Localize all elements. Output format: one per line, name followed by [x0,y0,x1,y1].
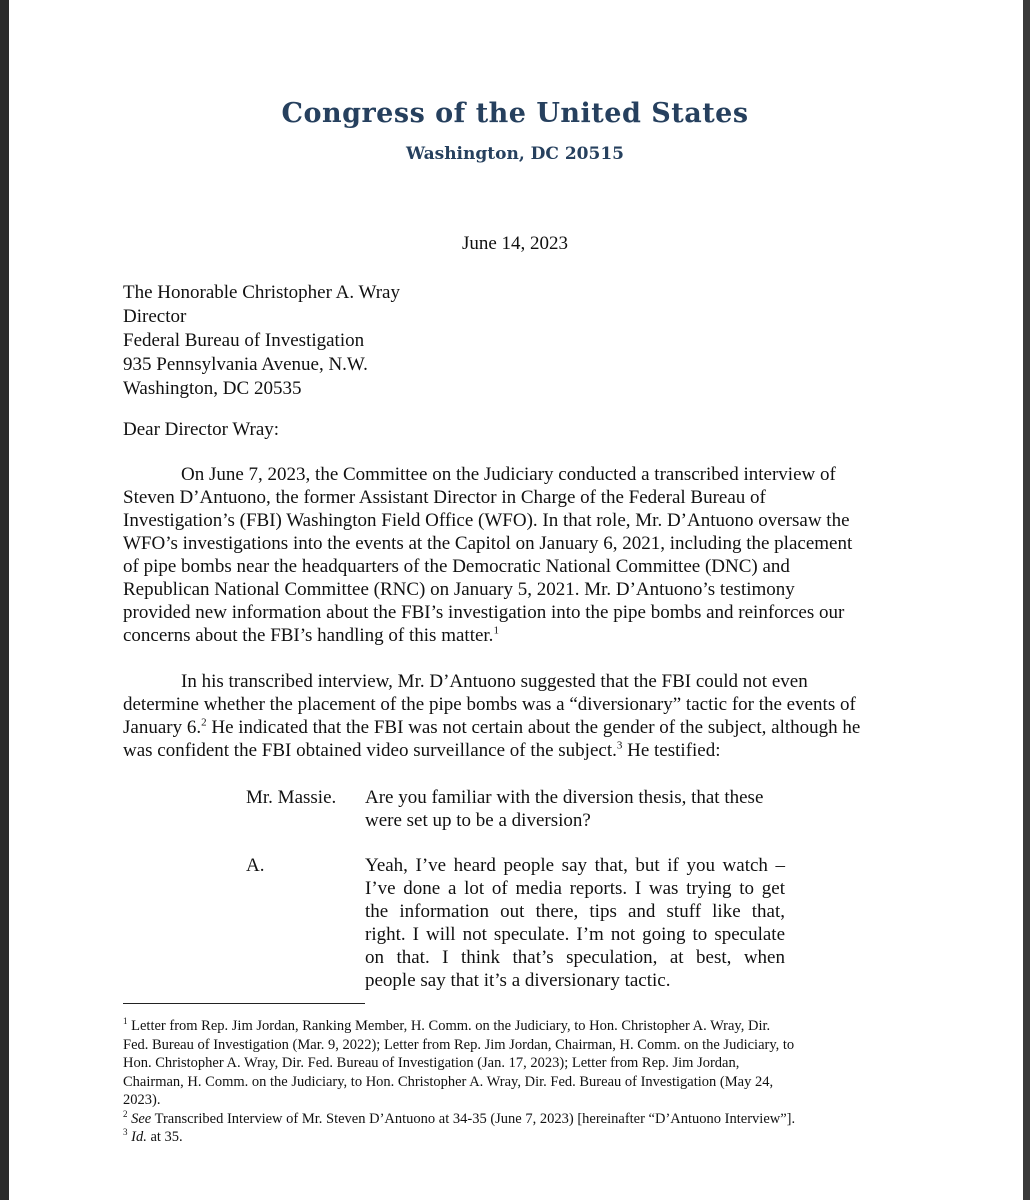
footnote-divider [123,1003,365,1004]
paragraph-line [123,624,908,647]
recipient-line: 935 Pennsylvania Avenue, N.W. [123,354,368,375]
paragraph-line: of pipe bombs near the headquarters of the Democratic National Committee (DNC) and [123,556,790,577]
paragraph-line: Steven D’Antuono, the former Assistant Director in Charge of the Federal Bureau of [123,487,766,508]
transcript-text [365,854,785,992]
transcript-line: on that. I think that’s speculation, at best, when [365,947,785,968]
letterhead-subtitle: Washington, DC 20515 [406,144,624,164]
paragraph-1 [123,463,908,647]
paragraph-line-text: January 6. [123,717,202,738]
paragraph-line-text: He indicated that the FBI was not certain about the gender of the subject, although he [206,717,861,738]
transcript-text [365,786,785,832]
recipient-line: Federal Bureau of Investigation [123,330,365,351]
footnote-number: 3 [123,1127,128,1138]
footnote-1-line: 2023). [123,1092,161,1108]
footnote-2 [123,1110,913,1129]
transcript-speaker: Mr. Massie. [246,787,337,808]
paragraph-line: provided new information about the FBI’s investigation into the pipe bombs and reinforces our [123,602,845,623]
footnote-1 [123,1017,913,1036]
paragraph-2 [123,670,908,762]
transcript-speaker: A. [246,855,265,876]
footnote-3 [123,1128,913,1147]
transcript-line: people say that it’s a diversionary tactic. [365,970,671,991]
paragraph-line [123,739,908,762]
paragraph-line [123,716,908,739]
footnote-1-line: Chairman, H. Comm. on the Judiciary, to Hon. Christopher A. Wray, Dir. Fed. Bureau of Investigation (May 24, [123,1073,774,1090]
footnote-signal: Id. [131,1129,147,1145]
paragraph-line: On June 7, 2023, the Committee on the Judiciary conducted a transcribed interview of [181,464,836,485]
transcript-line: Are you familiar with the diversion thesis, that these [365,787,764,808]
paragraph-line-text: was confident the FBI obtained video surveillance of the subject. [123,740,617,761]
footnote-ref: 3 [616,739,623,752]
transcript-line: right. I will not speculate. I’m not going to speculate [365,924,785,945]
footnote-1-line: Fed. Bureau of Investigation (Mar. 9, 2022); Letter from Rep. Jim Jordan, Chairman, H. Comm. on the Judiciary, to [123,1036,795,1053]
recipient-address [123,281,400,401]
letterhead-title: Congress of the United States [281,98,749,129]
transcript-line: Yeah, I’ve heard people say that, but if you watch – [365,855,785,876]
footnotes [123,1017,913,1147]
transcript-line: the information out there, tips and stuff like that, [365,901,785,922]
paragraph-line: In his transcribed interview, Mr. D’Antuono suggested that the FBI could not even [181,671,808,692]
recipient-line: The Honorable Christopher A. Wray [123,282,400,303]
footnote-text: Transcribed Interview of Mr. Steven D’Antuono at 34-35 (June 7, 2023) [hereinafter “D’Antuono Interview”]. [151,1110,796,1127]
letter-date: June 14, 2023 [461,233,569,254]
paragraph-line: WFO’s investigations into the events at the Capitol on January 6, 2021, including the placement [123,533,853,554]
footnote-number: 1 [123,1016,128,1027]
footnote-signal: See [131,1110,152,1127]
recipient-line: Washington, DC 20535 [123,378,302,399]
paragraph-line: Republican National Committee (RNC) on January 5, 2021. Mr. D’Antuono’s testimony [123,579,795,600]
paragraph-line-text: concerns about the FBI’s handling of this matter. [123,625,494,646]
paragraph-line: determine whether the placement of the pipe bombs was a “diversionary” tactic for the events of [123,694,856,715]
transcript-line: I’ve done a lot of media reports. I was trying to get [365,878,785,899]
footnote-ref: 1 [493,624,499,637]
footnote-text: at 35. [146,1129,183,1145]
footnote-text: Letter from Rep. Jim Jordan, Ranking Member, H. Comm. on the Judiciary, to Hon. Christopher A. Wray, Dir. [127,1018,771,1034]
salutation: Dear Director Wray: [123,419,280,440]
footnote-ref: 2 [201,716,207,729]
footnote-number: 2 [123,1108,128,1119]
paragraph-line: Investigation’s (FBI) Washington Field Office (WFO). In that role, Mr. D’Antuono oversaw the [123,510,850,531]
paragraph-line-text: He testified: [622,740,721,761]
footnote-1-line: Hon. Christopher A. Wray, Dir. Fed. Bureau of Investigation (Jan. 17, 2023); Letter from Rep. Jim Jordan, [123,1055,740,1071]
transcript-line: were set up to be a diversion? [365,810,591,831]
recipient-line: Director [123,306,187,327]
